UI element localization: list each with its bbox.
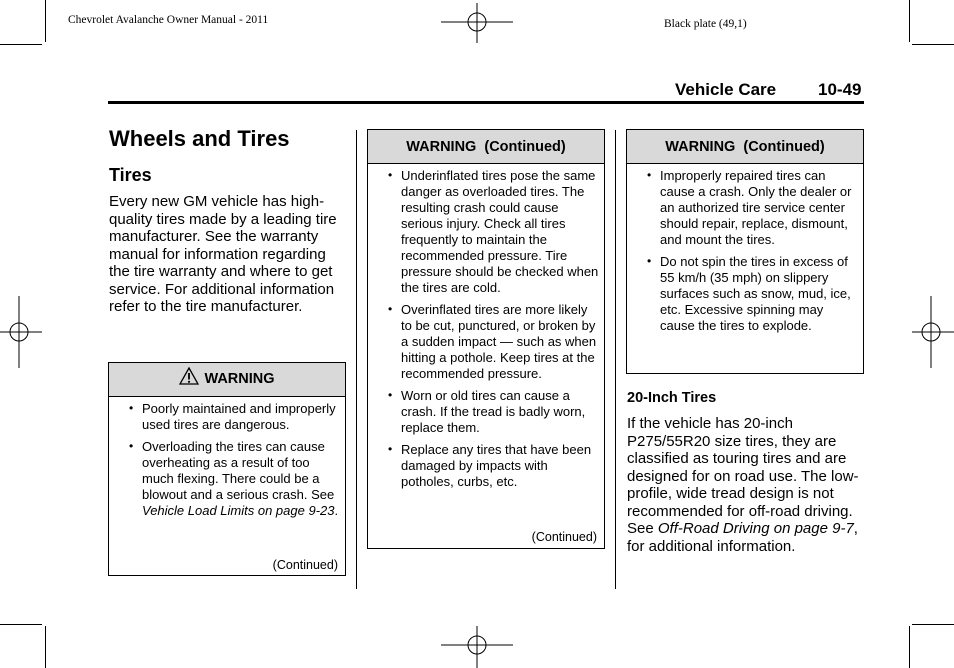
warning-item: • Replace any tires that have been damaged by impacts with potholes, curbs, etc.: [401, 442, 601, 490]
warning-item: • Poorly maintained and improperly used tires are dangerous.: [142, 401, 342, 433]
warning-header: WARNING (Continued): [627, 130, 863, 164]
crop-mark: [909, 626, 910, 668]
warning-item: • Improperly repaired tires can cause a crash. Only the dealer or an authorized tire service center should repair, replace, dismount, and mount the tires.: [660, 168, 860, 248]
cross-reference: Off-Road Driving on page 9-7: [657, 520, 854, 537]
page-title: Wheels and Tires: [109, 126, 290, 151]
registration-mark-right: [912, 296, 954, 368]
continued-label: (Continued): [272, 558, 338, 572]
section-title: Vehicle Care: [675, 80, 777, 99]
warning-item: • Overloading the tires can cause overheating as a result of too much flexing. There could be a blowout and a serious crash. See Vehicle Load Limits on page 9-23.: [142, 439, 342, 519]
crop-mark: [0, 44, 42, 45]
registration-mark-bottom: [441, 626, 513, 668]
warning-header: WARNING (Continued): [368, 130, 604, 164]
crop-mark: [45, 0, 46, 42]
column-divider: [356, 130, 357, 589]
warning-item: • Overinflated tires are more likely to be cut, punctured, or broken by a sudden impact — such as when hitting a pothole. Keep tires at the recommended pressure.: [401, 302, 601, 382]
warning-title: WARNING: [204, 371, 275, 387]
crop-mark: [909, 0, 910, 42]
crop-mark: [0, 624, 42, 625]
continued-label: (Continued): [531, 530, 597, 544]
warning-triangle-icon: [179, 367, 199, 385]
warning-list: [142, 401, 342, 525]
intro-paragraph: Every new GM vehicle has high-quality tires made by a leading tire manufacturer. See the warranty manual for information regarding the tire warranty and where to get service. For additional information refer to the tire manufacturer.: [109, 193, 337, 315]
warning-box: [108, 362, 346, 576]
crop-mark: [45, 626, 46, 668]
registration-mark-top: [441, 3, 513, 43]
tires-20-inch-paragraph: If the vehicle has 20-inch P275/55R20 size tires, they are classified as touring tires and are designed for on road use. The low-profile, wide tread design is not recommended for off-road driving. See Off-Road Driving on page 9-7, for additional information.: [627, 415, 859, 555]
page-number: 10-49: [818, 80, 862, 99]
header-rule: [108, 101, 864, 104]
warning-header: [109, 363, 345, 397]
registration-mark-left: [0, 296, 42, 368]
crop-mark: [912, 624, 954, 625]
cross-reference: Vehicle Load Limits on page 9-23: [142, 503, 335, 518]
plate-header-right: Black plate (49,1): [664, 18, 747, 30]
section-heading-20-inch-tires: 20-Inch Tires: [627, 390, 717, 406]
warning-list: [401, 168, 601, 496]
column-divider: [615, 130, 616, 589]
warning-list: [660, 168, 860, 340]
section-heading-tires: Tires: [109, 165, 152, 185]
warning-box-continued: [626, 129, 864, 374]
warning-item: • Do not spin the tires in excess of 55 km/h (35 mph) on slippery surfaces such as snow, mud, ice, etc. Excessive spinning may cause the tires to explode.: [660, 254, 860, 334]
plate-header-left: Chevrolet Avalanche Owner Manual - 2011: [68, 14, 269, 26]
warning-item: • Underinflated tires pose the same danger as overloaded tires. The resulting crash could cause serious injury. Check all tires frequently to maintain the recommended pressure. Tire pressure should be checked when the tires are cold.: [401, 168, 601, 296]
warning-box-continued: [367, 129, 605, 549]
warning-item: • Worn or old tires can cause a crash. If the tread is badly worn, replace them.: [401, 388, 601, 436]
crop-mark: [912, 44, 954, 45]
